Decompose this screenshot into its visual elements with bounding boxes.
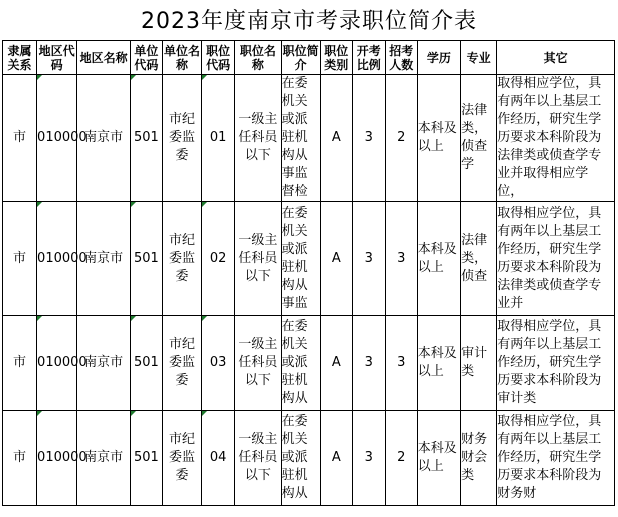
header-cell: 职位代码 [202, 41, 235, 75]
cell-relation[interactable]: 市 [3, 202, 37, 316]
cell-unit-name[interactable]: 市纪委监委 [162, 411, 201, 506]
table-row[interactable] [3, 202, 615, 316]
cell-relation[interactable]: 市 [3, 316, 37, 411]
header-cell: 招考人数 [385, 41, 417, 75]
cell-area-code[interactable]: 010000 [37, 316, 77, 411]
cell-unit-code[interactable]: 501 [130, 411, 162, 506]
cell-other[interactable]: 取得相应学位，具有两年以上基层工作经历，研究生学历要求本科阶段为法律类或侦查学专业并取得相应学位， [497, 75, 615, 202]
cell-unit-code[interactable]: 501 [130, 75, 162, 202]
cell-relation[interactable]: 市 [3, 75, 37, 202]
cell-position-code[interactable]: 03 [202, 316, 235, 411]
header-cell: 隶属关系 [3, 41, 37, 75]
cell-major[interactable]: 法律类，侦查 [461, 202, 497, 316]
header-cell: 职位简介 [281, 41, 320, 75]
cell-count[interactable]: 2 [385, 411, 417, 506]
cell-other[interactable]: 取得相应学位，具有两年以上基层工作经历，研究生学历要求本科阶段为法律类或侦查学专业并 [497, 202, 615, 316]
table-row[interactable] [3, 316, 615, 411]
header-cell: 其它 [497, 41, 615, 75]
cell-area-name[interactable]: 南京市 [77, 202, 131, 316]
cell-category[interactable]: A [320, 202, 352, 316]
cell-area-name[interactable]: 南京市 [77, 316, 131, 411]
header-cell: 学历 [417, 41, 460, 75]
header-row [3, 41, 615, 75]
cell-unit-name[interactable]: 市纪委监委 [162, 75, 201, 202]
cell-position-name[interactable]: 一级主任科员以下 [235, 75, 281, 202]
cell-major[interactable]: 财务财会类 [461, 411, 497, 506]
header-cell: 开考比例 [352, 41, 385, 75]
cell-education[interactable]: 本科及以上 [417, 316, 460, 411]
cell-unit-name[interactable]: 市纪委监委 [162, 316, 201, 411]
page-title: 2023年度南京市考录职位简介表 [141, 8, 477, 34]
cell-area-code[interactable]: 010000 [37, 75, 77, 202]
header-cell: 单位代码 [130, 41, 162, 75]
cell-ratio[interactable]: 3 [352, 75, 385, 202]
positions-table [2, 40, 615, 506]
cell-position-name[interactable]: 一级主任科员以下 [235, 411, 281, 506]
cell-major[interactable]: 法律类，侦查学 [461, 75, 497, 202]
cell-position-name[interactable]: 一级主任科员以下 [235, 202, 281, 316]
cell-ratio[interactable]: 3 [352, 316, 385, 411]
header-cell: 职位类别 [320, 41, 352, 75]
cell-category[interactable]: A [320, 316, 352, 411]
cell-position-intro[interactable]: 在委机关或派驻机构从 [281, 316, 320, 411]
cell-count[interactable]: 3 [385, 202, 417, 316]
table-row[interactable] [3, 75, 615, 202]
cell-position-intro[interactable]: 在委机关或派驻机构从事监 [281, 202, 320, 316]
cell-position-intro[interactable]: 在委机关或派驻机构从事监督检 [281, 75, 320, 202]
header-cell: 职位名称 [235, 41, 281, 75]
cell-position-code[interactable]: 02 [202, 202, 235, 316]
cell-ratio[interactable]: 3 [352, 411, 385, 506]
header-cell: 专业 [461, 41, 497, 75]
cell-ratio[interactable]: 3 [352, 202, 385, 316]
cell-area-code[interactable]: 010000 [37, 411, 77, 506]
cell-category[interactable]: A [320, 411, 352, 506]
cell-category[interactable]: A [320, 75, 352, 202]
cell-count[interactable]: 2 [385, 75, 417, 202]
cell-education[interactable]: 本科及以上 [417, 411, 460, 506]
header-cell: 单位名称 [162, 41, 201, 75]
cell-unit-code[interactable]: 501 [130, 202, 162, 316]
cell-area-name[interactable]: 南京市 [77, 411, 131, 506]
cell-unit-name[interactable]: 市纪委监委 [162, 202, 201, 316]
cell-area-code[interactable]: 010000 [37, 202, 77, 316]
cell-education[interactable]: 本科及以上 [417, 75, 460, 202]
cell-position-code[interactable]: 04 [202, 411, 235, 506]
cell-other[interactable]: 取得相应学位，具有两年以上基层工作经历，研究生学历要求本科阶段为财务财 [497, 411, 615, 506]
header-cell: 地区名称 [77, 41, 131, 75]
table-row[interactable] [3, 411, 615, 506]
cell-area-name[interactable]: 南京市 [77, 75, 131, 202]
cell-position-intro[interactable]: 在委机关或派驻机构从 [281, 411, 320, 506]
cell-other[interactable]: 取得相应学位，具有两年以上基层工作经历，研究生学历要求本科阶段为审计类 [497, 316, 615, 411]
cell-relation[interactable]: 市 [3, 411, 37, 506]
cell-position-code[interactable]: 01 [202, 75, 235, 202]
header-cell: 地区代码 [37, 41, 77, 75]
cell-education[interactable]: 本科及以上 [417, 202, 460, 316]
cell-major[interactable]: 审计类 [461, 316, 497, 411]
cell-position-name[interactable]: 一级主任科员以下 [235, 316, 281, 411]
cell-unit-code[interactable]: 501 [130, 316, 162, 411]
cell-count[interactable]: 3 [385, 316, 417, 411]
